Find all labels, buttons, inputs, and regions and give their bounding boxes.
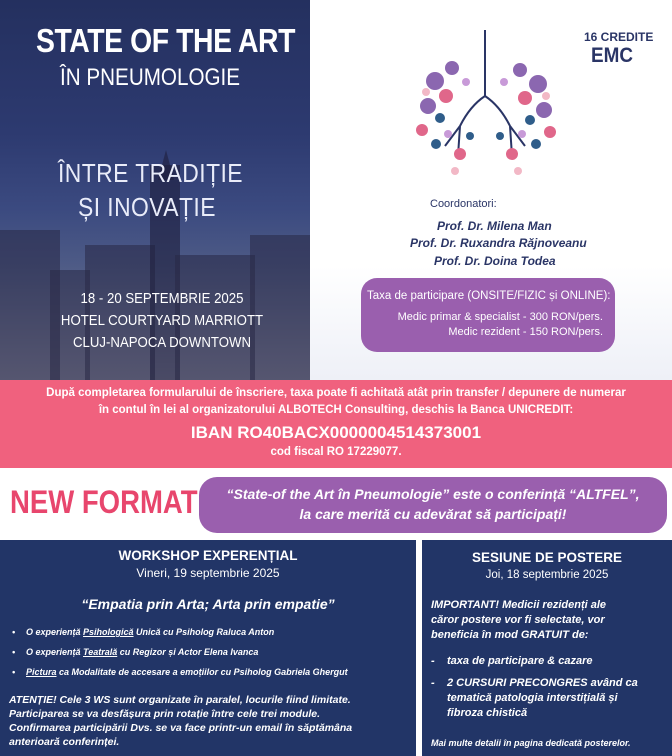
workshop-quote: “Empatia prin Arta; Arta prin empatie”: [81, 596, 335, 612]
new-format-box: [199, 477, 667, 533]
coordinators-label: Coordonatori:: [430, 198, 497, 210]
workshop-item: • O experiență Teatrală cu Regizor și Actor Elena Ivanca: [12, 647, 259, 657]
posters-important-line: IMPORTANT! Medicii rezidenți ale: [431, 599, 607, 611]
motto-line-2: ȘI INOVAȚIE: [78, 192, 216, 222]
coordinator-name: Prof. Dr. Milena Man: [437, 219, 552, 233]
workshop-note-line: ATENȚIE! Cele 3 WS sunt organizate în paralel, locurile fiind limitate.: [9, 694, 351, 706]
credits-emc: EMC: [591, 44, 634, 67]
workshop-note-line: anterioară conferinței.: [9, 736, 120, 748]
iban: IBAN RO40BACX0000004514373001: [190, 423, 482, 442]
posters-benefit-item: - 2 CURSURI PRECONGRES având ca: [431, 677, 638, 689]
workshop-date: Vineri, 19 septembrie 2025: [136, 566, 280, 580]
fee-resident: Medic rezident - 150 RON/pers.: [448, 326, 603, 338]
posters-date: Joi, 18 septembrie 2025: [485, 569, 609, 581]
posters-important-line: beneficia în mod GRATUIT de:: [431, 629, 589, 641]
posters-important-line: căror postere vor fi selectate, vor: [431, 614, 605, 626]
coordinator-name: Prof. Dr. Doina Todea: [434, 254, 556, 268]
posters-benefit-line: fibroza chistică: [447, 707, 528, 719]
new-format-label: NEW FORMAT: [10, 484, 198, 520]
posters-footer: Mai multe detalii în pagina dedicată posterelor.: [431, 738, 631, 748]
new-format-line-2: la care merită cu adevărat să participați!: [299, 506, 567, 522]
workshop-panel: [0, 540, 416, 756]
payment-banner: [0, 380, 672, 468]
event-dates: 18 - 20 SEPTEMBRIE 2025: [80, 290, 244, 307]
fee-specialist: Medic primar & specialist - 300 RON/pers.: [397, 311, 603, 323]
posters-benefit-line: tematică patologia interstițială și: [447, 692, 618, 704]
lungs-illustration: [400, 26, 570, 196]
posters-benefit-item: - taxa de participare & cazare: [431, 655, 593, 667]
event-subtitle: ÎN PNEUMOLOGIE: [60, 64, 241, 91]
workshop-note-line: Participarea se va desfășura prin rotație între cele trei module.: [9, 708, 321, 720]
fiscal-code: cod fiscal RO 17229077.: [270, 446, 402, 458]
workshop-item: • O experiență Psihologică Unică cu Psiholog Raluca Anton: [12, 627, 275, 637]
posters-title: SESIUNE DE POSTERE: [471, 550, 623, 565]
event-hotel: HOTEL COURTYARD MARRIOTT: [60, 312, 264, 329]
credits-count: 16 CREDITE: [584, 30, 654, 44]
workshop-note-line: Confirmarea participării Dvs. se va face printr-un email în săptămâna: [9, 722, 353, 734]
workshop-title: WORKSHOP EXPERENȚIAL: [118, 548, 298, 563]
workshop-item: • Pictura ca Modalitate de accesare a emoțiilor cu Psiholog Gabriela Ghergut: [12, 667, 348, 677]
motto-line-1: ÎNTRE TRADIȚIE: [58, 158, 243, 188]
event-location: CLUJ-NAPOCA DOWNTOWN: [73, 334, 251, 351]
payment-line-1: După completarea formularului de înscriere, taxa poate fi achitată atât prin transfer / depunere de numerar: [46, 387, 626, 399]
posters-panel: [422, 540, 672, 756]
fee-box: [361, 278, 615, 352]
event-title: STATE OF THE ART: [36, 22, 296, 59]
new-format-line-1: “State-of the Art în Pneumologie” este o conferință “ALTFEL”,: [226, 486, 640, 502]
fee-title: Taxa de participare (ONSITE/FIZIC și ONLINE):: [367, 290, 611, 302]
coordinator-name: Prof. Dr. Ruxandra Răjnoveanu: [410, 236, 587, 250]
payment-line-2: în contul în lei al organizatorului ALBOTECH Consulting, deschis la Banca UNICREDIT:: [98, 404, 574, 416]
